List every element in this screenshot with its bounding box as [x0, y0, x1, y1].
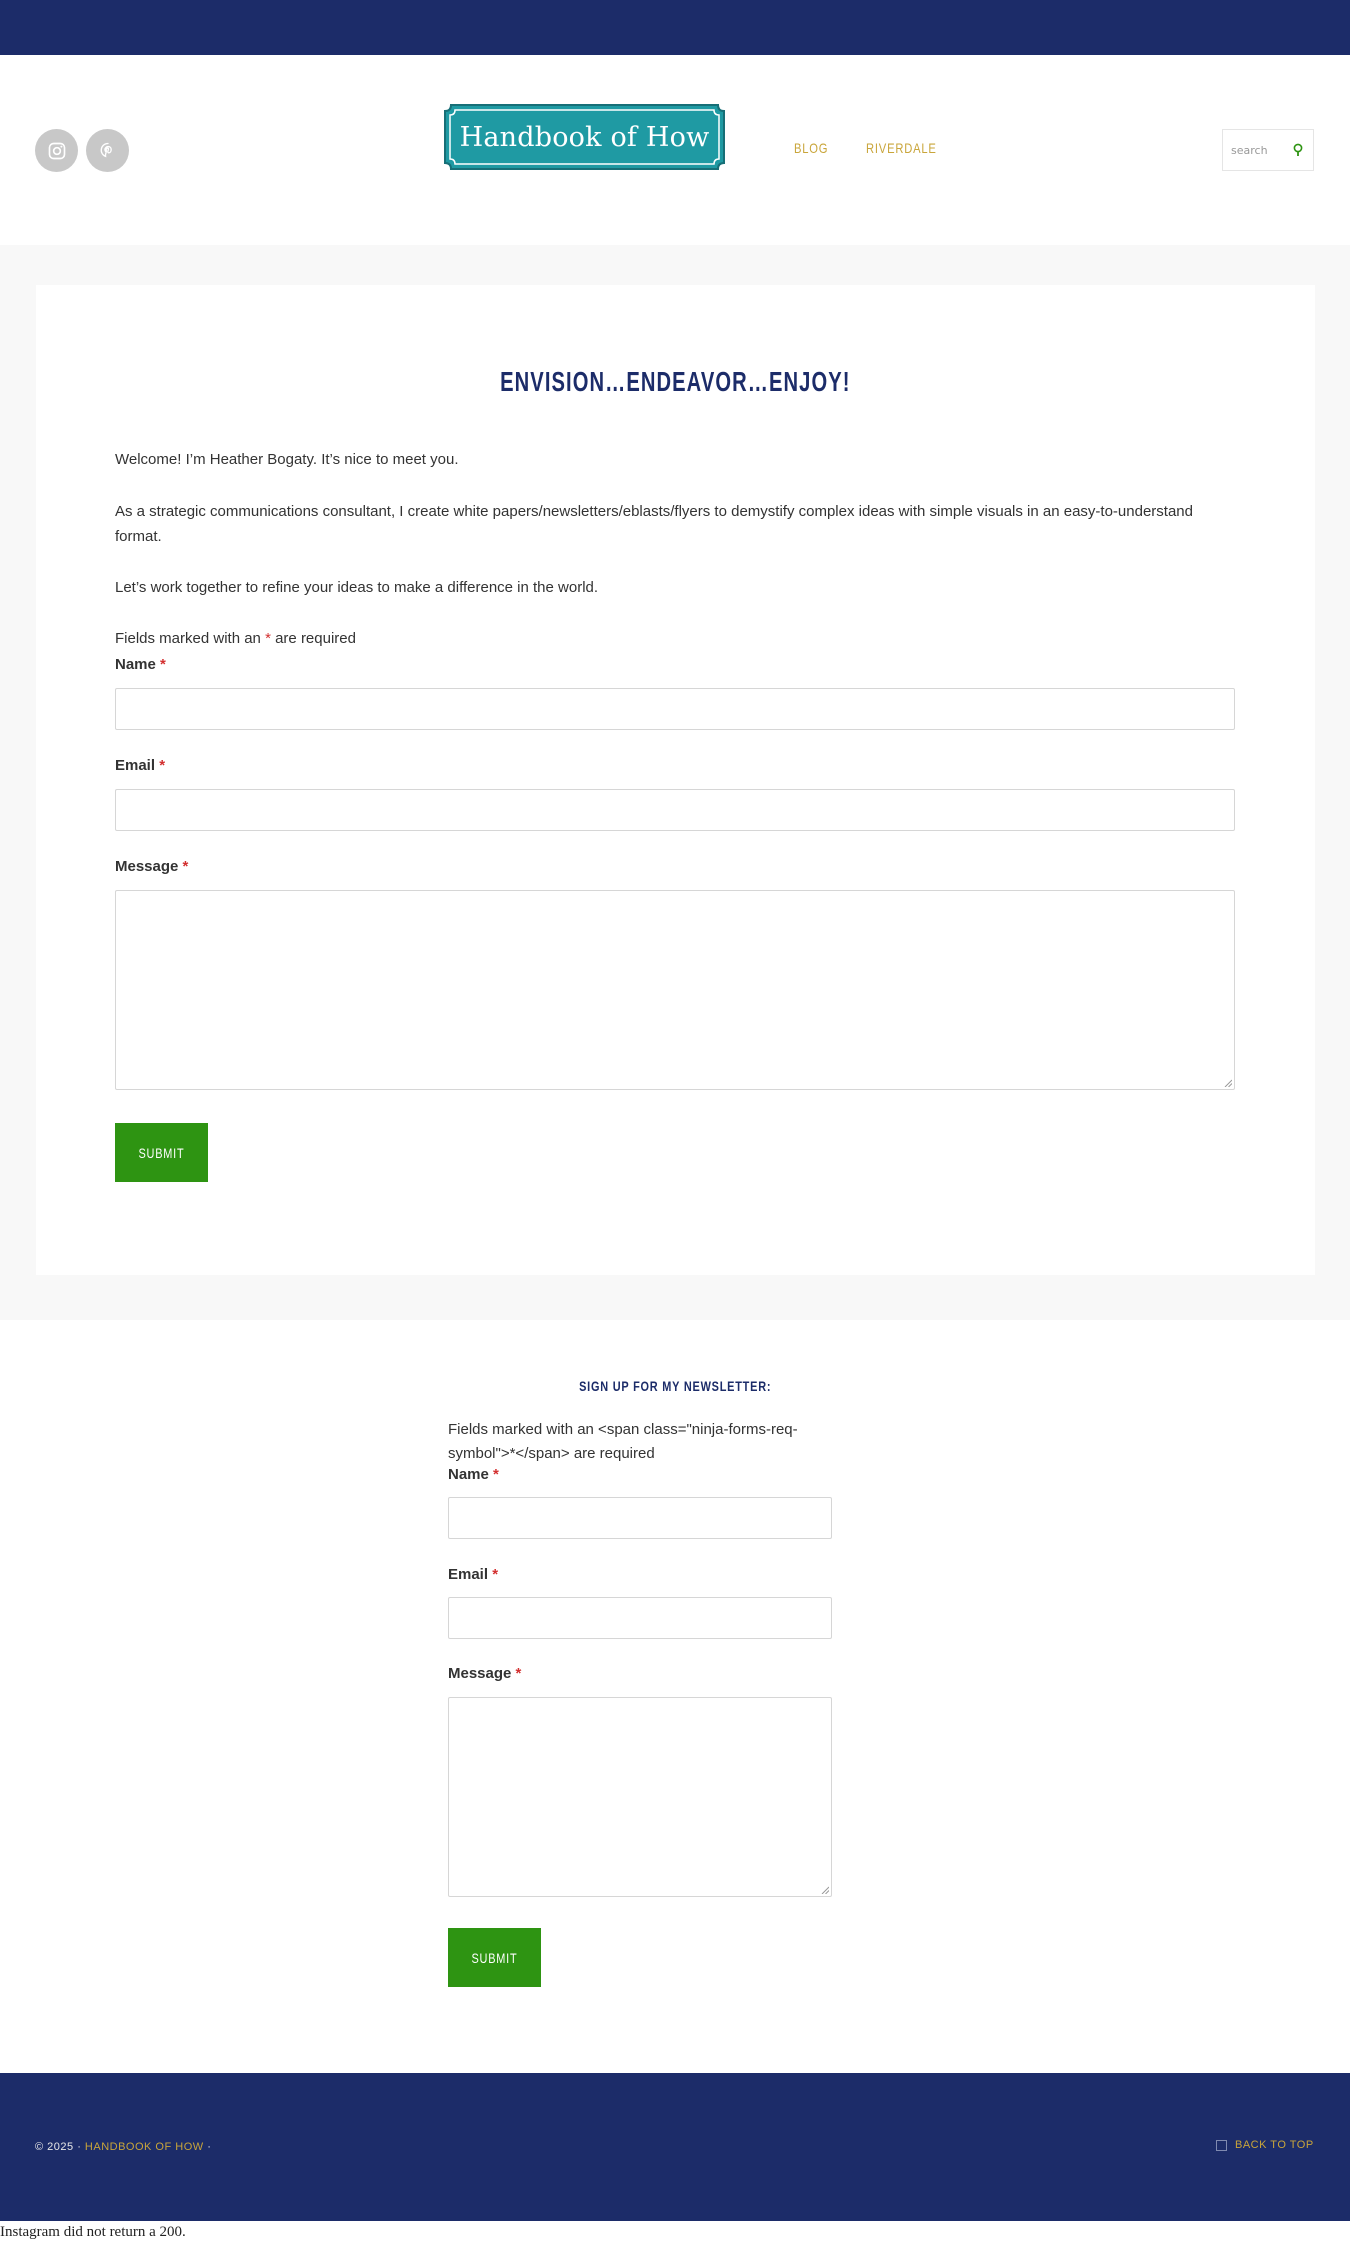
pinterest-icon — [98, 141, 118, 161]
pinterest-link[interactable] — [86, 129, 129, 172]
page-title: ENVISION…ENDEAVOR…ENJOY! — [499, 366, 851, 397]
instagram-error-message: Instagram did not return a 200. — [0, 2224, 186, 2240]
logo-text: Handbook of How — [459, 121, 710, 153]
top-bar — [0, 0, 1350, 55]
about-paragraph: As a strategic communications consultant, I create white papers/newsletters/eblasts/flyers to demystify complex ideas with simple visuals in an easy-to-understand format. — [115, 503, 1193, 545]
back-to-top-link[interactable]: BACK TO TOP — [1216, 2139, 1314, 2151]
newsletter-name-field[interactable] — [448, 1497, 832, 1539]
name-label: Name * — [115, 656, 166, 673]
site-header — [0, 55, 1350, 245]
search-icon — [1292, 143, 1304, 157]
email-label: Email * — [115, 757, 166, 774]
newsletter-message-label: Message * — [448, 1665, 522, 1682]
message-label: Message * — [115, 858, 189, 875]
newsletter-email-label: Email * — [448, 1566, 499, 1583]
name-field[interactable] — [115, 688, 1235, 730]
required-star: * — [265, 630, 271, 647]
newsletter-submit-button[interactable]: SUBMIT — [448, 1928, 541, 1987]
newsletter-name-label: Name * — [448, 1466, 499, 1483]
message-field[interactable] — [115, 890, 1235, 1090]
site-logo[interactable] — [443, 103, 726, 171]
newsletter-message-field[interactable] — [448, 1697, 832, 1897]
newsletter-title: SIGN UP FOR MY NEWSLETTER: — [578, 1378, 772, 1394]
nav-riverdale[interactable]: RIVERDALE — [866, 140, 937, 156]
search-input[interactable] — [1231, 140, 1291, 160]
search-box — [1222, 129, 1314, 171]
newsletter-required-note: Fields marked with an <span class="ninja-forms-req-symbol">*</span> are required — [448, 1421, 798, 1462]
cta-paragraph: Let’s work together to refine your ideas to make a difference in the world. — [115, 579, 599, 596]
instagram-icon — [47, 141, 67, 161]
instagram-link[interactable] — [35, 129, 78, 172]
footer-site-link[interactable]: HANDBOOK OF HOW — [84, 2141, 204, 2153]
resize-grip-icon[interactable] — [821, 1886, 829, 1894]
email-field[interactable] — [115, 789, 1235, 831]
intro-paragraph: Welcome! I’m Heather Bogaty. It’s nice to meet you. — [115, 451, 459, 468]
required-fields-note: Fields marked with an * are required — [115, 630, 356, 647]
copyright: © 2025 · HANDBOOK OF HOW · — [35, 2141, 212, 2153]
nav-blog[interactable]: BLOG — [794, 140, 829, 156]
submit-button[interactable]: SUBMIT — [115, 1123, 208, 1182]
content-card — [36, 285, 1315, 1275]
back-to-top-icon — [1216, 2140, 1227, 2151]
resize-grip-icon[interactable] — [1224, 1079, 1232, 1087]
search-button[interactable] — [1291, 142, 1305, 158]
newsletter-email-field[interactable] — [448, 1597, 832, 1639]
